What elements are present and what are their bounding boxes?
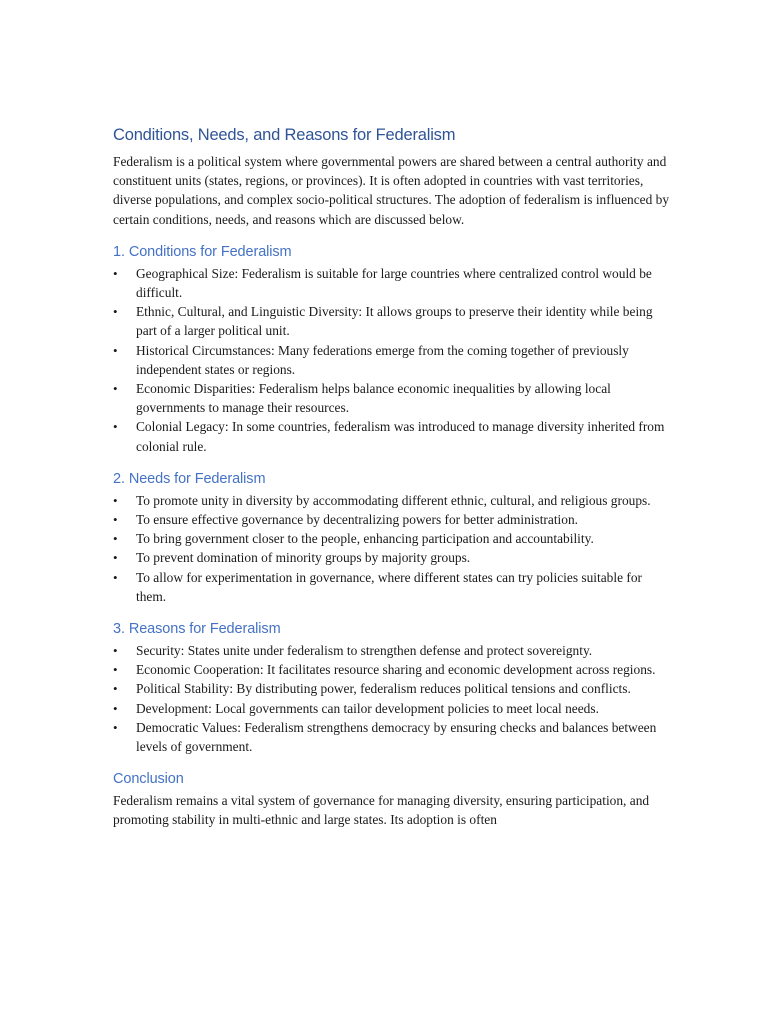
list-item: [113, 699, 673, 718]
list-item: [113, 548, 673, 567]
bullet-icon: •: [113, 492, 118, 508]
bullet-icon: •: [113, 569, 118, 585]
bullet-icon: •: [113, 512, 118, 528]
list-item: [113, 568, 673, 606]
list-item-text: Democratic Values: Federalism strengthens democracy by ensuring checks and balances between levels of government.: [136, 719, 657, 755]
list-item: [113, 341, 673, 379]
list-item: [113, 660, 673, 679]
list-item: [113, 641, 673, 660]
bullet-icon: •: [113, 719, 118, 735]
bullet-icon: •: [113, 643, 118, 659]
bullet-icon: •: [113, 419, 118, 435]
bullet-icon: •: [113, 304, 118, 320]
list-item: [113, 529, 673, 548]
list-item: [113, 510, 673, 529]
list-item-text: Economic Cooperation: It facilitates resource sharing and economic development across regions.: [136, 662, 656, 678]
list-item: [113, 379, 673, 417]
list-item-text: To prevent domination of minority groups by majority groups.: [136, 550, 471, 566]
list-item-text: Economic Disparities: Federalism helps balance economic inequalities by allowing local governments to manage their resources.: [136, 381, 611, 416]
intro-paragraph: Federalism is a political system where governmental powers are shared between a central authority and constituent units (states, regions, or provinces). It is often adopted in countries with vast territories, diverse populations, and complex socio-political structures. The adoption of federalism is influenced by certain conditions, needs, and reasons which are discussed below.: [113, 154, 670, 227]
reasons-list: [113, 641, 673, 756]
list-item: [113, 718, 673, 756]
list-item-text: Security: States unite under federalism to strengthen defense and protect sovereignty.: [136, 643, 593, 659]
list-item-text: To allow for experimentation in governance, where different states can try policies suitable for them.: [136, 569, 642, 604]
document-title: Conditions, Needs, and Reasons for Federalism: [113, 126, 456, 144]
needs-list: [113, 491, 673, 606]
section-heading-needs: 2. Needs for Federalism: [113, 470, 266, 487]
document-page: [113, 124, 673, 830]
list-item: [113, 679, 673, 698]
bullet-icon: •: [113, 265, 118, 281]
bullet-icon: •: [113, 700, 118, 716]
bullet-icon: •: [113, 662, 118, 678]
bullet-icon: •: [113, 381, 118, 397]
list-item-text: To bring government closer to the people, enhancing participation and accountability.: [136, 531, 594, 547]
list-item-text: Ethnic, Cultural, and Linguistic Diversity: It allows groups to preserve their identity while being part of a larger political unit.: [136, 304, 653, 339]
conclusion-heading: Conclusion: [113, 771, 184, 788]
list-item-text: Political Stability: By distributing power, federalism reduces political tensions and conflicts.: [136, 681, 631, 697]
bullet-icon: •: [113, 681, 118, 697]
section-heading-reasons: 3. Reasons for Federalism: [113, 621, 281, 638]
list-item-text: To promote unity in diversity by accommodating different ethnic, cultural, and religious groups.: [136, 492, 651, 508]
list-item-text: To ensure effective governance by decentralizing powers for better administration.: [136, 512, 579, 528]
list-item-text: Geographical Size: Federalism is suitable for large countries where centralized control would be difficult.: [136, 265, 652, 301]
list-item-text: Development: Local governments can tailor development policies to meet local needs.: [136, 700, 599, 716]
section-heading-conditions: 1. Conditions for Federalism: [113, 243, 292, 260]
conclusion-paragraph: Federalism remains a vital system of governance for managing diversity, ensuring participation, and promoting stability in multi-ethnic and large states. Its adoption is often: [113, 793, 650, 828]
list-item: [113, 302, 673, 340]
bullet-icon: •: [113, 531, 118, 547]
list-item: [113, 491, 673, 510]
list-item-text: Historical Circumstances: Many federations emerge from the coming together of previously independent states or regions.: [136, 342, 629, 377]
list-item: [113, 264, 673, 302]
bullet-icon: •: [113, 342, 118, 358]
list-item: [113, 417, 673, 455]
bullet-icon: •: [113, 550, 118, 566]
conditions-list: [113, 264, 673, 456]
list-item-text: Colonial Legacy: In some countries, federalism was introduced to manage diversity inherited from colonial rule.: [136, 419, 665, 454]
